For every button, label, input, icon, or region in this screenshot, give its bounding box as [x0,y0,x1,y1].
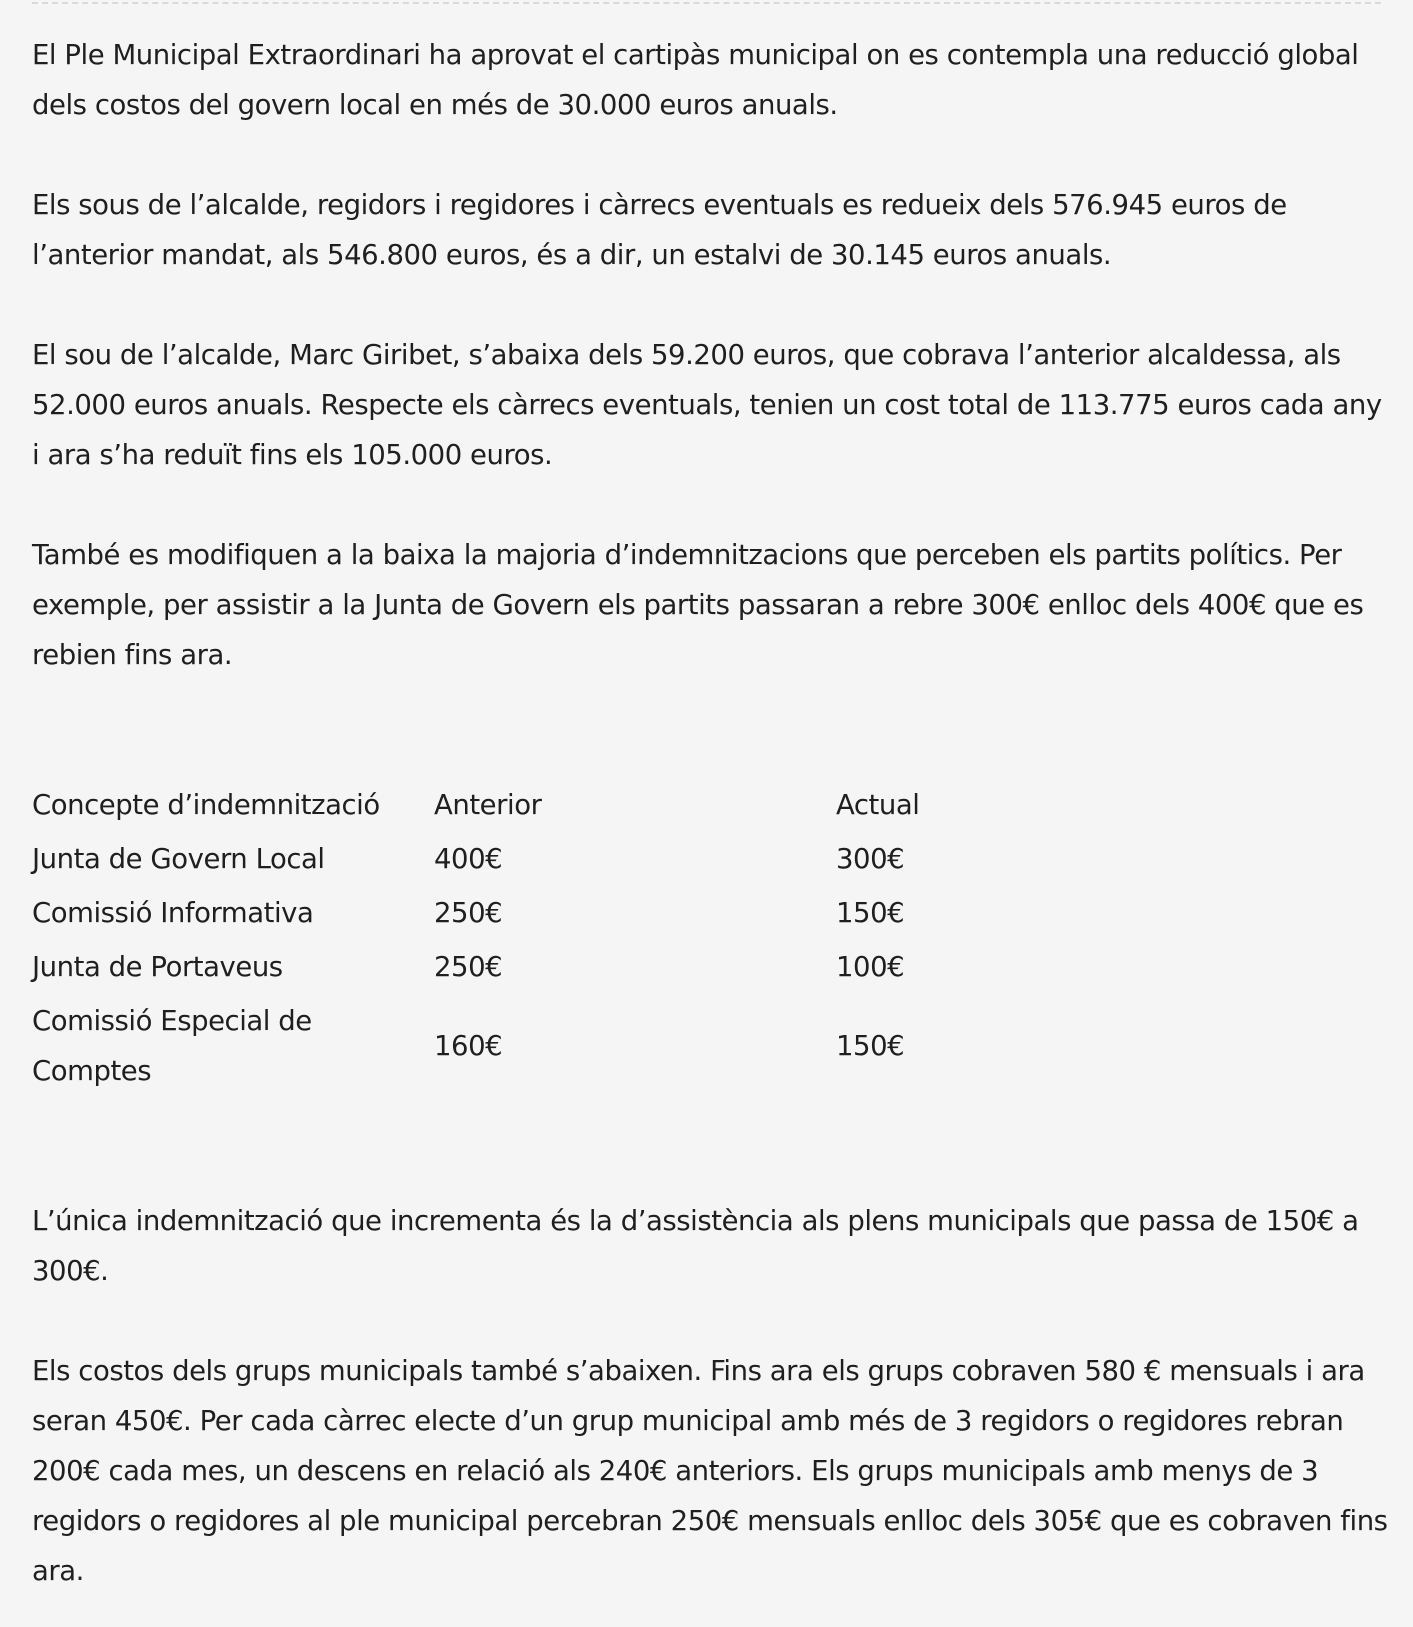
cell-previous: 160€ [434,1030,503,1062]
table-row [32,994,1238,1098]
header-concept: Concepte d’indemnització [32,789,380,821]
paragraph: El Ple Municipal Extraordinari ha aprovat el cartipàs municipal on es contempla una reducció global dels costos del govern local en més de 30.000 euros anuals. [32,39,1359,121]
paragraph: Els sous de l’alcalde, regidors i regidores i càrrecs eventuals es redueix dels 576.945 euros de l’anterior mandat, als 546.800 euros, és a dir, un estalvi de 30.145 euros anuals. [32,189,1287,271]
cell-current: 150€ [836,897,905,929]
cell-previous: 250€ [434,897,503,929]
header-current: Actual [836,789,920,821]
cell-concept: Junta de Govern Local [32,843,325,875]
cell-current: 150€ [836,1030,905,1062]
cell-concept: Junta de Portaveus [32,951,283,983]
paragraph: Els costos dels grups municipals també s’abaixen. Fins ara els grups cobraven 580 € mensuals i ara seran 450€. Per cada càrrec electe d’un grup municipal amb més de 3 regidors o regidores rebran 200€ cada mes, un descens en relació als 240€ anteriors. Els grups municipals amb menys de 3 regidors o regidores al ple municipal percebran 250€ mensuals enlloc dels 305€ que es cobraven fins ara. [32,1355,1388,1587]
article-body [32,30,1390,1596]
cell-current: 300€ [836,843,905,875]
cell-current: 100€ [836,951,905,983]
header-previous: Anterior [434,789,542,821]
cell-concept: Comissió Especial de Comptes [32,1005,312,1087]
top-divider [32,2,1381,4]
table-header-row [32,778,1238,832]
indemnity-table [32,778,1238,1098]
paragraph: També es modifiquen a la baixa la majoria d’indemnitzacions que perceben els partits polítics. Per exemple, per assistir a la Junta de Govern els partits passaran a rebre 300€ enlloc dels 400€ que es rebien fins ara. [32,539,1364,671]
paragraph: El sou de l’alcalde, Marc Giribet, s’abaixa dels 59.200 euros, que cobrava l’anterior alcaldessa, als 52.000 euros anuals. Respecte els càrrecs eventuals, tenien un cost total de 113.775 euros cada any i ara s’ha reduït fins els 105.000 euros. [32,339,1382,471]
cell-previous: 400€ [434,843,503,875]
cell-concept: Comissió Informativa [32,897,314,929]
cell-previous: 250€ [434,951,503,983]
paragraph: L’única indemnització que incrementa és la d’assistència als plens municipals que passa de 150€ a 300€. [32,1205,1359,1287]
table-row [32,886,1238,940]
table-row [32,940,1238,994]
table-row [32,832,1238,886]
